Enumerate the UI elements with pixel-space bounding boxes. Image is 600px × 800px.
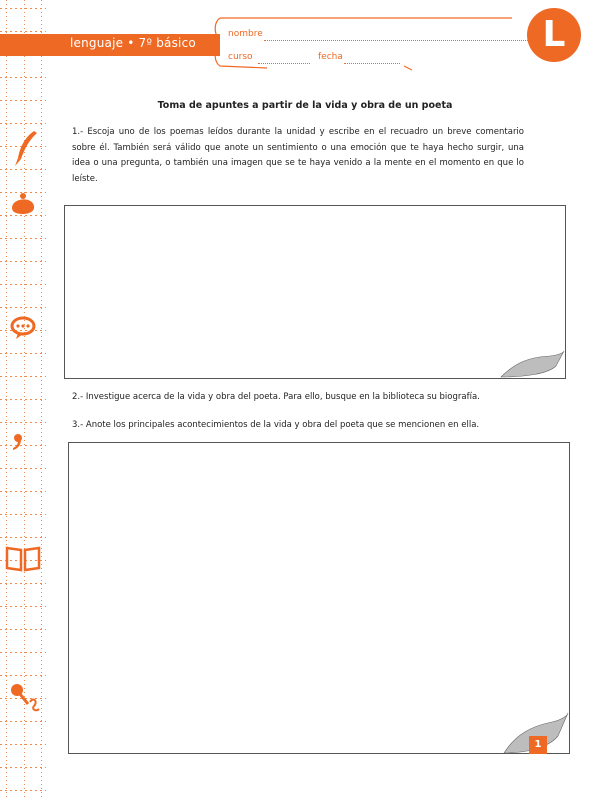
comma-icon (4, 422, 42, 462)
book-icon (4, 538, 42, 578)
ruler-horizontal-line (0, 238, 46, 239)
ruler-horizontal-line (0, 261, 46, 262)
ruler-horizontal-line (0, 629, 46, 630)
ruler-horizontal-line (0, 491, 46, 492)
date-label: fecha (318, 52, 343, 62)
microphone-icon (4, 676, 42, 716)
subject-badge-letter: L (542, 14, 566, 55)
ruler-horizontal-line (0, 123, 46, 124)
left-ruler-decoration (0, 0, 46, 800)
ruler-horizontal-line (0, 468, 46, 469)
instruction-1: 1.- Escoja uno de los poemas leídos durante la unidad y escribe en el recuadro un breve comentario sobre él. También será válido que anote un sentimiento o una emoción que te haya hecho surgir, una idea o una pregunta, o también una imagen que se te haya venido a la mente en el momento en que lo leíste. (72, 127, 524, 184)
ruler-horizontal-line (0, 376, 46, 377)
bag-icon (4, 184, 42, 224)
ruler-horizontal-line (0, 790, 46, 791)
subject-grade-title (70, 36, 196, 50)
ruler-horizontal-line (0, 31, 46, 32)
worksheet-title: Toma de apuntes a partir de la vida y obra de un poeta (157, 100, 453, 111)
name-label: nombre (228, 29, 263, 39)
course-label: curso (228, 52, 253, 62)
grade-label: 7º básico (138, 36, 196, 50)
ruler-horizontal-line (0, 606, 46, 607)
header-separator: • (127, 36, 135, 50)
page-curl-decoration (498, 350, 566, 378)
ruler-horizontal-line (0, 353, 46, 354)
ruler-horizontal-line (0, 583, 46, 584)
instruction-3: 3.- Anote los principales acontecimientos de la vida y obra del poeta que se mencionen en ella. (72, 420, 480, 430)
date-field[interactable] (344, 62, 400, 64)
page-number: 1 (529, 736, 547, 754)
course-field[interactable] (258, 62, 310, 64)
speech-bubble-icon (4, 308, 42, 348)
ruler-horizontal-line (0, 514, 46, 515)
name-field[interactable] (264, 39, 534, 41)
ruler-horizontal-line (0, 744, 46, 745)
ruler-horizontal-line (0, 77, 46, 78)
ruler-horizontal-line (0, 399, 46, 400)
ruler-horizontal-line (0, 652, 46, 653)
ruler-horizontal-line (0, 767, 46, 768)
comment-box[interactable] (64, 205, 566, 379)
ruler-horizontal-line (0, 8, 46, 9)
subject-label: lenguaje (70, 36, 124, 50)
ruler-horizontal-line (0, 721, 46, 722)
events-box[interactable] (68, 442, 570, 754)
pen-icon (4, 128, 42, 168)
ruler-horizontal-line (0, 284, 46, 285)
instruction-2: 2.- Investigue acerca de la vida y obra del poeta. Para ello, busque en la biblioteca su biografía. (72, 392, 480, 402)
student-fields (212, 16, 547, 72)
ruler-horizontal-line (0, 100, 46, 101)
ruler-horizontal-line (0, 169, 46, 170)
